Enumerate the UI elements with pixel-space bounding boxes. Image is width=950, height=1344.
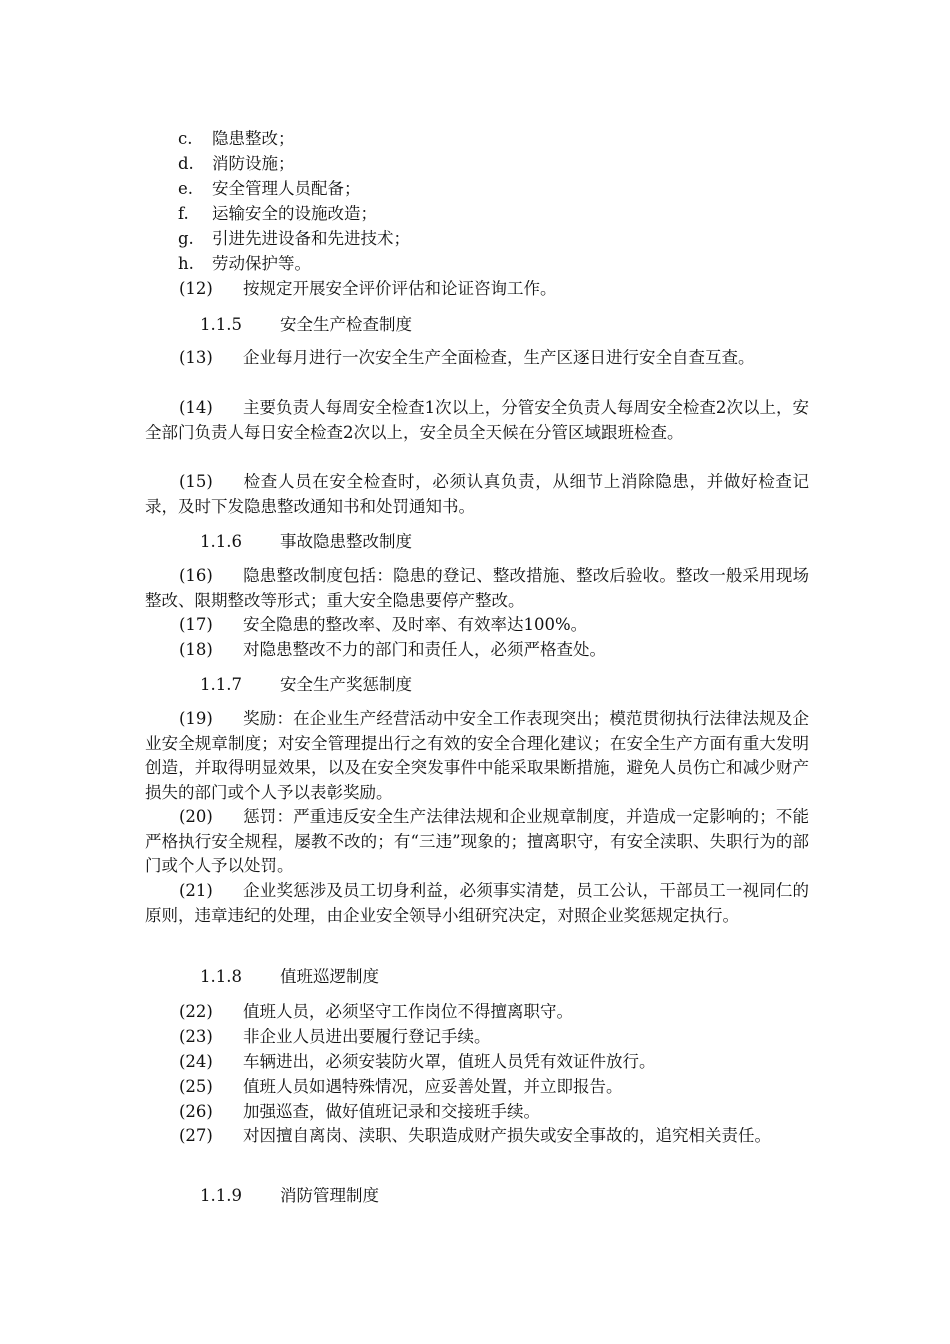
paragraph-text: 安全隐患的整改率、及时率、有效率达100%。	[243, 615, 588, 634]
list-item-c	[178, 127, 295, 151]
list-text: 运输安全的设施改造；	[212, 204, 377, 223]
paragraph-number: (20)	[179, 807, 213, 826]
list-text: 消防设施；	[212, 154, 295, 173]
paragraph-25	[145, 1075, 809, 1099]
paragraph-15	[145, 470, 809, 519]
paragraph-text: 对因擅自离岗、渎职、失职造成财产损失或安全事故的，追究相关责任。	[243, 1126, 771, 1145]
section-heading-1-1-9	[200, 1184, 379, 1208]
list-label: f.	[178, 204, 189, 223]
paragraph-text: 非企业人员进出要履行登记手续。	[243, 1027, 491, 1046]
list-text: 引进先进设备和先进技术；	[212, 229, 410, 248]
section-number: 1.1.6	[200, 532, 242, 551]
list-label: h.	[178, 254, 194, 273]
section-heading-1-1-8	[200, 965, 379, 989]
section-heading-1-1-7	[200, 673, 412, 697]
list-item-h	[178, 252, 311, 276]
section-title: 安全生产检查制度	[280, 315, 412, 334]
paragraph-number: (25)	[179, 1077, 213, 1096]
paragraph-text: 主要负责人每周安全检查1次以上，分管安全负责人每周安全检查2次以上，安全部门负责人每日安全检查2次以上，安全员全天候在分管区域跟班检查。	[145, 398, 809, 442]
paragraph-text: 企业每月进行一次安全生产全面检查，生产区逐日进行安全自查互查。	[243, 348, 755, 367]
list-text: 隐患整改；	[212, 129, 295, 148]
paragraph-text: 值班人员，必须坚守工作岗位不得擅离职守。	[243, 1002, 573, 1021]
paragraph-13	[145, 346, 809, 371]
paragraph-text: 奖励：在企业生产经营活动中安全工作表现突出；模范贯彻执行法律法规及企业安全规章制度；对安全管理提出行之有效的安全合理化建议；在安全生产方面有重大发明创造，并取得明显效果，以及在安全突发事件中能采取果断措施，避免人员伤亡和减少财产损失的部门或个人予以表彰奖励。	[145, 709, 809, 802]
section-number: 1.1.7	[200, 675, 242, 694]
paragraph-text: 按规定开展安全评价评估和论证咨询工作。	[243, 279, 557, 298]
paragraph-text: 值班人员如遇特殊情况，应妥善处置，并立即报告。	[243, 1077, 623, 1096]
list-label: e.	[178, 179, 194, 198]
paragraph-number: (18)	[179, 640, 213, 659]
paragraph-19	[145, 707, 809, 805]
paragraph-number: (19)	[179, 709, 213, 728]
paragraph-number: (21)	[179, 881, 213, 900]
paragraph-text: 惩罚：严重违反安全生产法律法规和企业规章制度，并造成一定影响的；不能严格执行安全规程，屡教不改的；有“三违”现象的；擅离职守，有安全渎职、失职行为的部门或个人予以处罚。	[145, 807, 809, 875]
section-title: 消防管理制度	[280, 1186, 379, 1205]
paragraph-text: 加强巡查，做好值班记录和交接班手续。	[243, 1102, 540, 1121]
paragraph-text: 企业奖惩涉及员工切身利益，必须事实清楚，员工公认，干部员工一视同仁的原则，违章违纪的处理，由企业安全领导小组研究决定，对照企业奖惩规定执行。	[145, 881, 809, 925]
list-item-f	[178, 202, 377, 226]
paragraph-number: (24)	[179, 1052, 213, 1071]
paragraph-27	[145, 1124, 809, 1149]
list-label: c.	[178, 129, 193, 148]
paragraph-number: (13)	[179, 348, 213, 367]
paragraph-17	[145, 613, 809, 637]
list-item-g	[178, 227, 410, 251]
paragraph-22	[145, 1000, 809, 1024]
paragraph-14	[145, 396, 809, 445]
section-title: 值班巡逻制度	[280, 967, 379, 986]
paragraph-20	[145, 805, 809, 879]
paragraph-23	[145, 1025, 809, 1049]
list-item-d	[178, 152, 295, 176]
paragraph-16	[145, 564, 809, 613]
list-label: d.	[178, 154, 194, 173]
section-heading-1-1-6	[200, 530, 412, 554]
section-title: 事故隐患整改制度	[280, 532, 412, 551]
paragraph-number: (15)	[179, 472, 213, 491]
list-label: g.	[178, 229, 194, 248]
list-text: 劳动保护等。	[212, 254, 311, 273]
paragraph-number: (12)	[179, 279, 213, 298]
section-title: 安全生产奖惩制度	[280, 675, 412, 694]
list-item-e	[178, 177, 361, 201]
paragraph-number: (23)	[179, 1027, 213, 1046]
section-heading-1-1-5	[200, 313, 412, 337]
paragraph-text: 对隐患整改不力的部门和责任人，必须严格查处。	[243, 640, 606, 659]
section-number: 1.1.5	[200, 315, 242, 334]
paragraph-text: 车辆进出，必须安装防火罩，值班人员凭有效证件放行。	[243, 1052, 656, 1071]
paragraph-12	[145, 277, 809, 301]
list-text: 安全管理人员配备；	[212, 179, 361, 198]
paragraph-21	[145, 879, 809, 928]
paragraph-number: (22)	[179, 1002, 213, 1021]
paragraph-26	[145, 1100, 809, 1124]
paragraph-18	[145, 638, 809, 662]
section-number: 1.1.8	[200, 967, 242, 986]
paragraph-24	[145, 1050, 809, 1074]
paragraph-number: (27)	[179, 1126, 213, 1145]
paragraph-number: (17)	[179, 615, 213, 634]
paragraph-number: (14)	[179, 398, 213, 417]
paragraph-number: (16)	[179, 566, 213, 585]
paragraph-text: 检查人员在安全检查时，必须认真负责，从细节上消除隐患，并做好检查记录，及时下发隐患整改通知书和处罚通知书。	[145, 472, 809, 516]
paragraph-number: (26)	[179, 1102, 213, 1121]
paragraph-text: 隐患整改制度包括：隐患的登记、整改措施、整改后验收。整改一般采用现场整改、限期整改等形式；重大安全隐患要停产整改。	[145, 566, 809, 610]
section-number: 1.1.9	[200, 1186, 242, 1205]
